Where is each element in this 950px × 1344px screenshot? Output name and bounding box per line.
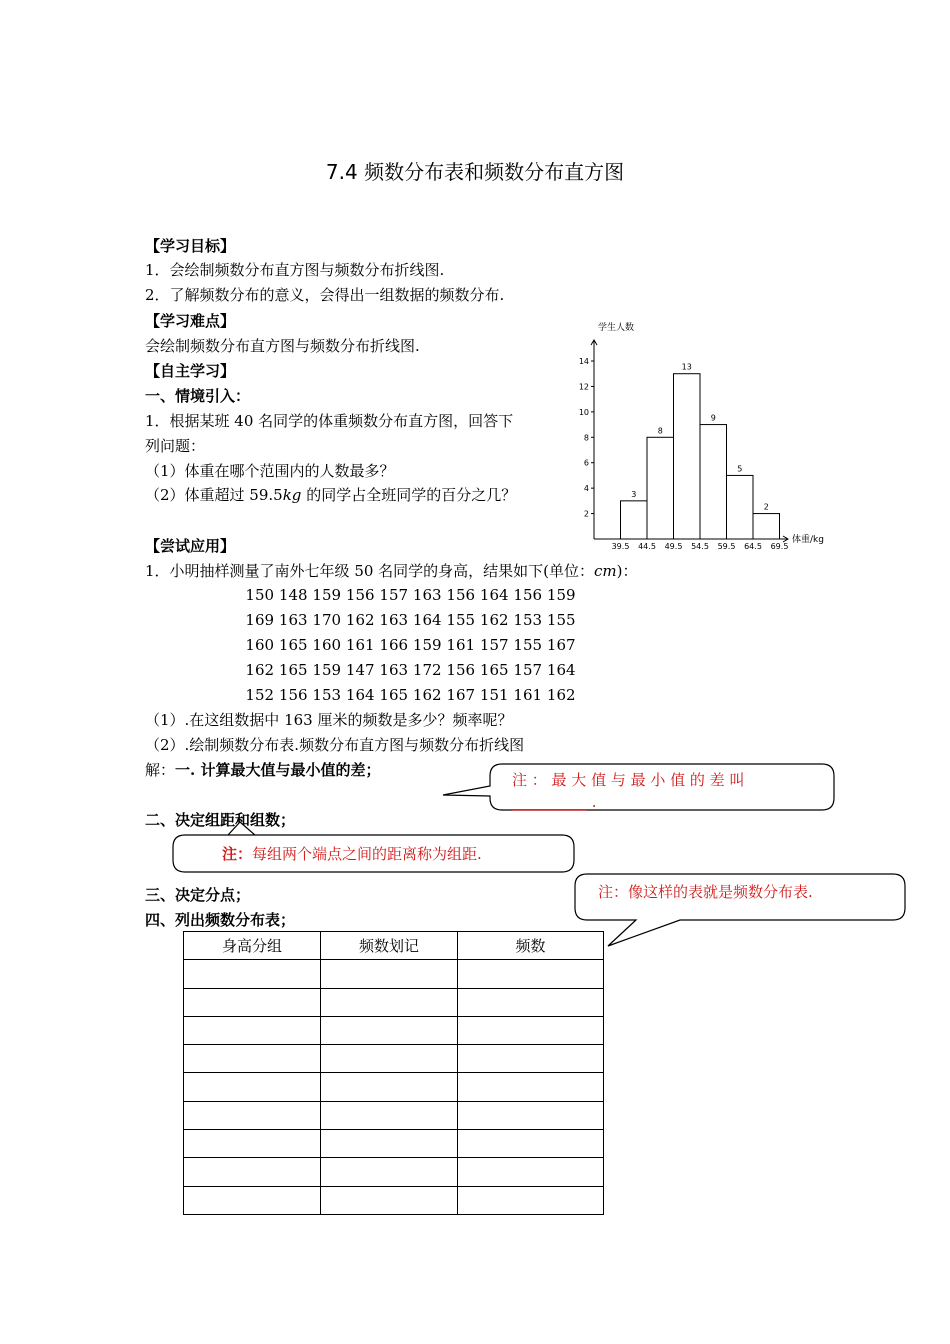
data-value: 157	[379, 586, 409, 604]
callout-3-text: 注：像这样的表就是频数分布表.	[598, 883, 813, 901]
table-cell[interactable]	[321, 1130, 458, 1158]
data-value: 163	[278, 611, 308, 629]
table-row	[184, 988, 604, 1016]
table-cell[interactable]	[321, 1045, 458, 1073]
x-tick-label: 44.5	[638, 542, 656, 551]
table-cell[interactable]	[184, 1073, 321, 1101]
question-1-b-unit: kg	[282, 486, 302, 504]
y-tick-label: 6	[583, 458, 589, 468]
x-tick-label: 39.5	[611, 542, 630, 551]
table-cell[interactable]	[458, 1016, 604, 1044]
data-value: 153	[513, 611, 543, 629]
question-1-b-post: 的同学占全班同学的百分之几？	[301, 486, 517, 504]
y-tick-label: 12	[578, 382, 589, 392]
x-tick-label: 64.5	[744, 542, 762, 551]
table-row	[184, 1158, 604, 1186]
table-cell[interactable]	[458, 1045, 604, 1073]
data-value: 156	[446, 586, 476, 604]
table-cell[interactable]	[321, 960, 458, 988]
sub-question-1: （1）.在这组数据中 163 厘米的频数是多少？频率呢？	[145, 711, 513, 729]
apply-q1-pre: 1．小明抽样测量了南外七年级 50 名同学的身高，结果如下(单位：	[145, 562, 595, 580]
selfstudy-header: 【自主学习】	[145, 362, 236, 380]
table-cell[interactable]	[321, 1016, 458, 1044]
bar-value-label: 8	[657, 426, 663, 436]
x-tick-label: 54.5	[691, 542, 709, 551]
data-value: 156	[446, 661, 476, 679]
table-row	[184, 1045, 604, 1073]
data-value: 167	[546, 636, 576, 654]
data-value: 162	[345, 611, 375, 629]
data-value: 162	[479, 611, 509, 629]
data-value: 165	[379, 686, 409, 704]
bar-value-label: 5	[737, 464, 743, 474]
table-cell[interactable]	[458, 1158, 604, 1186]
data-value: 160	[312, 636, 342, 654]
table-cell[interactable]	[184, 988, 321, 1016]
question-1-a: （1）体重在哪个范围内的人数最多？	[145, 462, 395, 480]
data-value: 160	[245, 636, 275, 654]
frequency-table	[183, 931, 604, 1215]
table-cell[interactable]	[184, 1158, 321, 1186]
table-cell[interactable]	[321, 1073, 458, 1101]
data-value: 165	[278, 661, 308, 679]
table-cell[interactable]	[458, 1101, 604, 1129]
bar-value-label: 13	[681, 362, 692, 372]
table-row	[184, 1130, 604, 1158]
data-value: 165	[278, 636, 308, 654]
table-cell[interactable]	[184, 1101, 321, 1129]
data-value: 162	[546, 686, 576, 704]
data-value: 161	[513, 686, 543, 704]
data-value: 170	[312, 611, 342, 629]
table-cell[interactable]	[458, 1073, 604, 1101]
table-header-row	[184, 932, 604, 960]
data-value: 164	[412, 611, 442, 629]
table-cell[interactable]	[184, 960, 321, 988]
solution-step-4: 四、列出频数分布表；	[145, 911, 296, 929]
data-value: 163	[412, 586, 442, 604]
data-value: 159	[412, 636, 442, 654]
apply-header: 【尝试应用】	[145, 537, 236, 555]
data-value: 163	[379, 611, 409, 629]
data-value: 162	[412, 686, 442, 704]
data-value: 159	[312, 661, 342, 679]
table-cell[interactable]	[458, 1130, 604, 1158]
y-tick-label: 14	[578, 357, 589, 366]
data-value: 159	[546, 586, 576, 604]
objectives-header: 【学习目标】	[145, 237, 236, 255]
data-value: 169	[245, 611, 275, 629]
table-cell[interactable]	[458, 1186, 604, 1214]
x-axis-label: 体重/kg	[792, 535, 824, 545]
x-tick-label: 69.5	[770, 542, 789, 551]
table-row	[184, 1186, 604, 1214]
data-value: 157	[479, 636, 509, 654]
y-tick-label: 4	[583, 484, 589, 494]
objective-item-1: 1．会绘制频数分布直方图与频数分布折线图.	[145, 261, 445, 279]
question-1-line1: 1．根据某班 40 名同学的体重频数分布直方图，回答下	[145, 412, 514, 430]
data-value: 155	[513, 636, 543, 654]
table-row	[184, 1101, 604, 1129]
sub-question-2: （2）.绘制频数分布表.频数分布直方图与频数分布折线图	[145, 736, 525, 754]
table-row	[184, 1073, 604, 1101]
difficulty-header: 【学习难点】	[145, 312, 236, 330]
callout-2-body: 每组两个端点之间的距离称为组距.	[252, 845, 482, 863]
y-tick-label: 10	[578, 407, 589, 417]
data-value: 147	[345, 661, 375, 679]
difficulty-text: 会绘制频数分布直方图与频数分布折线图.	[145, 337, 420, 355]
page-title: 7.4 频数分布表和频数分布直方图	[325, 160, 625, 184]
table-cell[interactable]	[458, 960, 604, 988]
table-row	[184, 960, 604, 988]
table-cell[interactable]	[184, 1186, 321, 1214]
table-cell[interactable]	[184, 1045, 321, 1073]
data-value: 166	[379, 636, 409, 654]
table-row	[184, 1016, 604, 1044]
solution-step-3: 三、决定分点；	[145, 886, 251, 904]
header-frequency: 频数	[458, 932, 604, 960]
data-value: 161	[345, 636, 375, 654]
data-value: 167	[446, 686, 476, 704]
data-value: 157	[513, 661, 543, 679]
data-value: 156	[278, 686, 308, 704]
data-value: 163	[379, 661, 409, 679]
question-1-line2: 列问题：	[145, 437, 206, 455]
table-cell[interactable]	[321, 1158, 458, 1186]
callout-1-line2: __________ .	[512, 793, 597, 811]
data-value: 156	[513, 586, 543, 604]
header-height-group: 身高分组	[184, 932, 321, 960]
x-tick-label: 49.5	[664, 542, 683, 551]
table-cell[interactable]	[458, 988, 604, 1016]
data-value: 155	[446, 611, 476, 629]
data-value: 155	[546, 611, 576, 629]
table-cell[interactable]	[184, 1016, 321, 1044]
table-cell[interactable]	[321, 1186, 458, 1214]
data-value: 153	[312, 686, 342, 704]
y-axis-label: 学生人数	[598, 323, 635, 333]
step-1-text: 一. 计算最大值与最小值的差；	[175, 761, 381, 779]
apply-q1-post: )：	[616, 562, 638, 580]
bar-value-label: 3	[631, 489, 637, 499]
objective-item-2: 2．了解频数分布的意义，会得出一组数据的频数分布.	[145, 286, 505, 304]
solution-prefix: 解：	[145, 761, 176, 779]
header-tally: 频数划记	[321, 932, 458, 960]
bar-value-label: 9	[710, 413, 716, 423]
question-1-b-pre: （2）体重超过 59.5	[145, 486, 283, 504]
callout-2-label: 注：	[222, 845, 253, 863]
table-cell[interactable]	[321, 1101, 458, 1129]
callout-1-line1: 注 ： 最 大 值 与 最 小 值 的 差 叫	[512, 771, 745, 789]
data-value: 156	[345, 586, 375, 604]
y-tick-label: 2	[583, 509, 589, 519]
data-value: 159	[312, 586, 342, 604]
apply-q1-unit: cm	[594, 562, 617, 580]
data-value: 152	[245, 686, 275, 704]
data-value: 151	[479, 686, 509, 704]
callout-2-text	[222, 842, 482, 866]
data-value: 161	[446, 636, 476, 654]
table-cell[interactable]	[321, 988, 458, 1016]
data-value: 172	[412, 661, 442, 679]
data-value: 164	[479, 586, 509, 604]
data-value: 148	[278, 586, 308, 604]
data-value: 165	[479, 661, 509, 679]
table-cell[interactable]	[184, 1130, 321, 1158]
data-value: 150	[245, 586, 275, 604]
data-value: 164	[546, 661, 576, 679]
solution-step-2: 二、决定组距和组数；	[145, 811, 296, 829]
section-intro-heading: 一、情境引入：	[145, 387, 251, 405]
y-tick-label: 8	[583, 433, 589, 443]
data-value: 162	[245, 661, 275, 679]
bar-value-label: 2	[763, 502, 769, 512]
x-tick-label: 59.5	[717, 542, 736, 551]
data-value: 164	[345, 686, 375, 704]
